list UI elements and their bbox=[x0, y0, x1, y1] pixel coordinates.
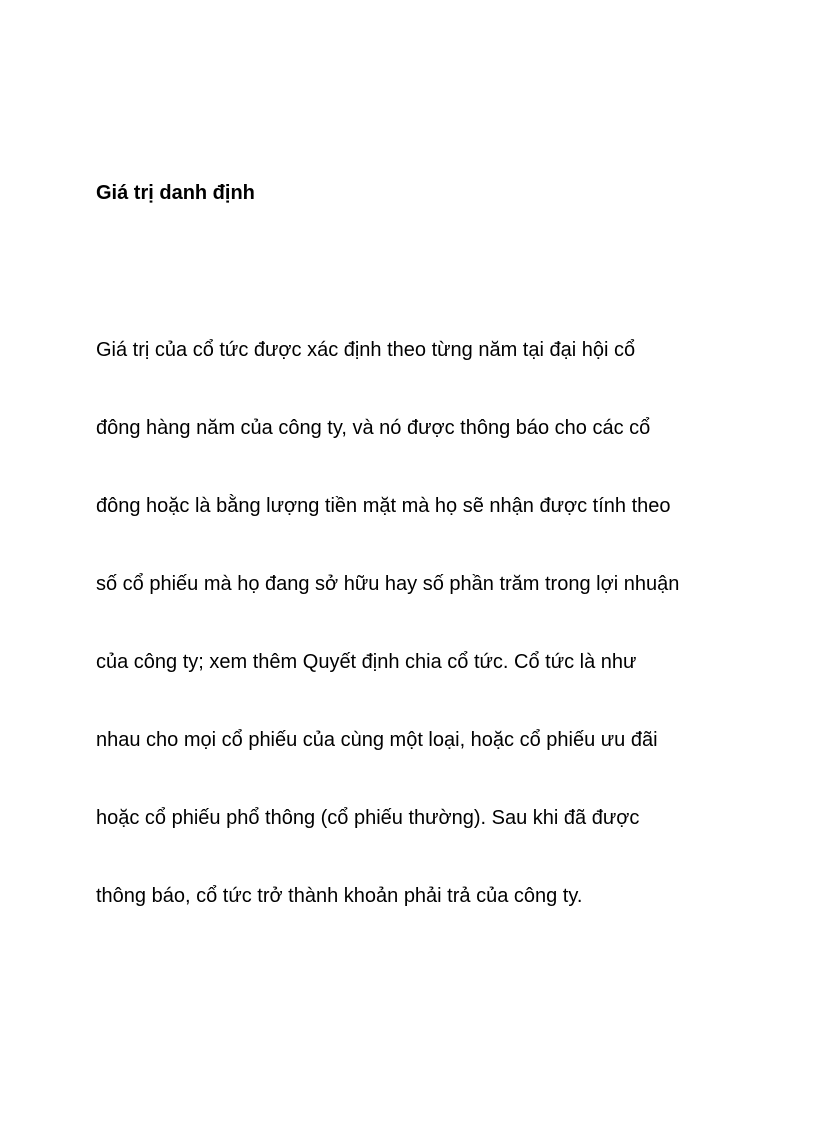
paragraph-line: của công ty; xem thêm Quyết định chia cổ tức. Cổ tức là như bbox=[96, 651, 637, 673]
paragraph-line: hoặc cổ phiếu phổ thông (cổ phiếu thường). Sau khi đã được bbox=[96, 807, 640, 829]
paragraph-line: nhau cho mọi cổ phiếu của cùng một loại, hoặc cổ phiếu ưu đãi bbox=[96, 729, 658, 751]
paragraph-line: Giá trị của cổ tức được xác định theo từng năm tại đại hội cổ bbox=[96, 339, 636, 361]
paragraph-line: thông báo, cổ tức trở thành khoản phải trả của công ty. bbox=[96, 885, 583, 907]
section-heading: Giá trị danh định bbox=[96, 182, 255, 204]
paragraph-line: đông hàng năm của công ty, và nó được thông báo cho các cổ bbox=[96, 417, 651, 439]
paragraph-line: số cổ phiếu mà họ đang sở hữu hay số phần trăm trong lợi nhuận bbox=[96, 573, 680, 595]
paragraph-line: đông hoặc là bằng lượng tiền mặt mà họ sẽ nhận được tính theo bbox=[96, 495, 671, 517]
